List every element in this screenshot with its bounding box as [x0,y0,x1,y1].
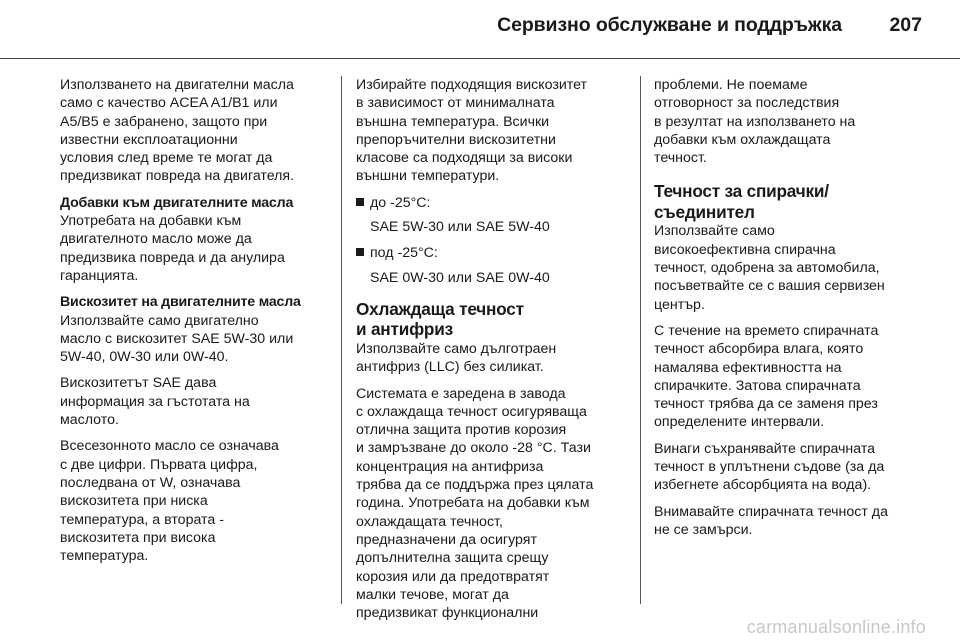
text-line: условия след време те могат да [60,150,273,167]
text-line: корозия или да предотвратят [356,568,550,585]
viscosity-heading: Вискозитет на двигателните масла [60,294,301,311]
text-line: с охлаждаща течност осигуряваща [356,403,587,420]
viscosity-text [60,312,328,367]
text-line: център. [654,296,705,313]
brake-heading-line2: съединител [654,201,755,222]
page-header [0,0,960,58]
text-line: температура. [60,548,149,565]
square-bullet-icon [356,198,364,206]
additives-text [60,212,328,285]
brake-heading-line1: Течност за спирачки/ [654,181,829,202]
text-line: не се замърси. [654,521,753,538]
brake-text-1 [654,222,926,313]
text-line: Вискозитетът SAE дава [60,375,217,392]
text-line: течност в уплътнени съдове (за да [654,459,885,476]
text-line: допълнителна защита срещу [356,550,549,567]
bullet-item [356,244,624,262]
text-line: малки течове, могат да [356,586,509,603]
coolant-continued-text [654,76,926,167]
text-line: 5W-40, 0W-30 или 0W-40. [60,349,229,366]
text-line: Употребата на добавки към [60,213,242,230]
brake-text-4 [654,503,926,540]
brake-text-3 [654,440,926,495]
text-line: антифриз (LLC) без силикат. [356,359,544,376]
text-line: течност, одобрена за автомобила, [654,260,880,277]
text-line: Всесезонното масло се означава [60,438,279,455]
section-title: Сервизно обслужване и поддръжка [497,14,842,36]
choose-viscosity-text [356,76,624,186]
page-number: 207 [889,14,922,36]
text-line: предизвикат функционални [356,605,539,622]
text-line: само с качество ACEA A1/B1 или [60,95,278,112]
text-line: информация за гъстотата на [60,393,250,410]
text-line: с две цифри. Първата цифра, [60,456,258,473]
coolant-text-2 [356,385,624,623]
text-line: класове са подходящи за високи [356,150,573,167]
text-line: спирачките. Затова спирачната [654,377,861,394]
text-line: проблеми. Не поемаме [654,77,808,93]
coolant-text-1 [356,340,624,377]
text-line: година. Употребата на добавки към [356,495,590,512]
column-2 [356,76,624,630]
text-line: гаранцията. [60,267,139,284]
text-line: Използвайте само [654,223,775,240]
text-line: вискозитета при висока [60,529,216,546]
text-line: известни експлоатационни [60,131,238,148]
text-line: течност трябва да се заменя през [654,396,878,413]
coolant-heading-line2: и антифриз [356,319,453,340]
bullet-label: до -25°C: [370,194,431,211]
text-line: температура, а втората - [60,511,224,528]
text-line: двигателното масло може да [60,231,252,248]
header-divider [0,58,960,59]
text-line: Внимавайте спирачната течност да [654,503,888,520]
text-line: вискозитета при ниска [60,493,208,510]
text-line: намалява ефективността на [654,359,842,376]
text-line: течност абсорбира влага, която [654,341,864,358]
watermark: carmanualsonline.info [746,617,926,637]
text-line: трябва да се поддържа през цялата [356,477,594,494]
text-line: маслото. [60,412,119,429]
coolant-heading-line1: Охлаждаща течност [356,298,524,319]
text-line: предизвикат повреда на двигателя. [60,168,295,185]
text-line: С течение на времето спирачната [654,322,879,339]
text-line: Използвайте само дълготраен [356,340,557,357]
text-line: добавки към охлаждащата [654,131,831,148]
bullet-item [356,194,624,212]
text-line: течност. [654,150,707,167]
sae-text [60,374,328,429]
text-line: Използването на двигателни масла [60,77,294,93]
text-line: избегнете абсорбцията на вода). [654,477,872,494]
allseason-text [60,437,328,565]
text-line: външни температури. [356,168,500,185]
text-line: външна температура. Всички [356,113,550,130]
text-line: масло с вискозитет SAE 5W-30 или [60,330,294,347]
text-line: посъветвайте се с вашия сервизен [654,278,885,295]
text-line: последвана от W, означава [60,474,241,491]
text-line: в зависимост от минималната [356,95,555,112]
text-line: концентрация на антифриза [356,458,544,475]
column-1 [60,76,328,573]
text-line: отлична защита против корозия [356,422,567,439]
text-line: и замръзване до около -28 °C. Тази [356,440,591,457]
bullet-label: под -25°C: [370,245,438,262]
text-line: отговорност за последствия [654,95,840,112]
text-line: определените интервали. [654,414,825,431]
bullet-value: SAE 0W-30 или SAE 0W-40 [370,269,550,286]
column-3 [654,76,926,547]
column-divider-1 [341,76,342,604]
square-bullet-icon [356,248,364,256]
text-line: предназначени да осигурят [356,531,537,548]
text-line: Винаги съхранявайте спирачната [654,440,876,457]
bullet-value: SAE 5W-30 или SAE 5W-40 [370,219,550,236]
column-divider-2 [640,76,641,604]
text-line: предизвика повреда и да анулира [60,249,285,266]
text-line: високоефективна спирачна [654,241,836,258]
text-line: Избирайте подходящия вискозитет [356,77,588,93]
text-line: охлаждащата течност, [356,513,503,530]
engine-oil-intro [60,76,328,186]
text-line: A5/B5 е забранено, защото при [60,113,268,130]
text-line: Системата е заредена в завода [356,385,566,402]
additives-heading: Добавки към двигателните масла [60,194,294,211]
text-line: в резултат на използването на [654,113,856,130]
text-line: Използвайте само двигателно [60,312,259,329]
text-line: препоръчителни вискозитетни [356,131,556,148]
brake-text-2 [654,322,926,432]
